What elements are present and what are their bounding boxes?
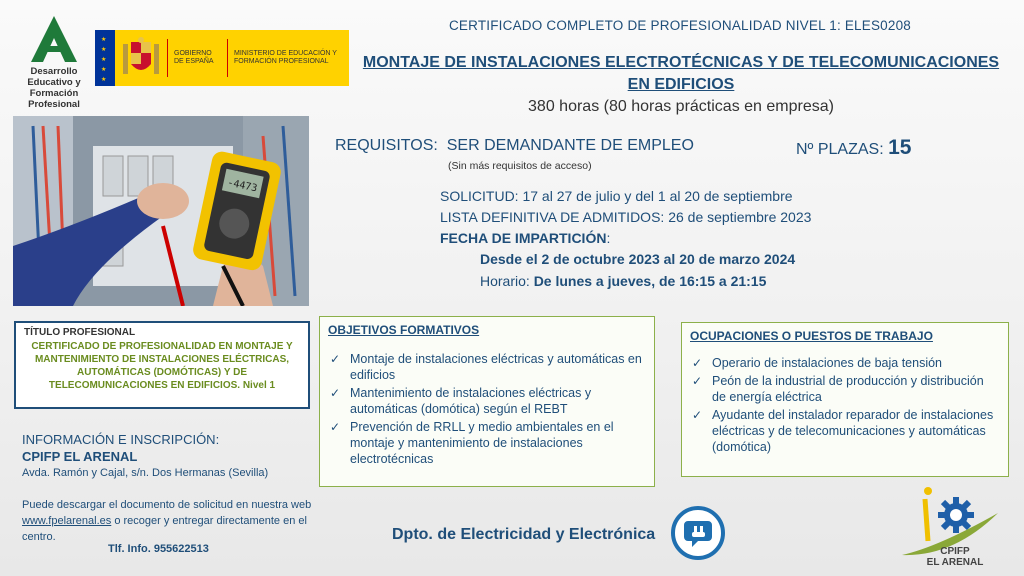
solicitud-label: SOLICITUD: bbox=[440, 188, 519, 204]
inscripcion-heading: INFORMACIÓN E INSCRIPCIÓN: bbox=[22, 432, 220, 447]
hours-text: 380 horas (80 horas prácticas en empresa) bbox=[528, 98, 834, 115]
list-item: ✓ Mantenimiento de instalaciones eléctricas y automáticas (domótica) según el REBT bbox=[330, 386, 592, 416]
list-item: ✓ Operario de instalaciones de baja tensión bbox=[692, 356, 943, 370]
requirements-note: (Sin más requisitos de acceso) bbox=[448, 160, 592, 172]
objetivos-heading: OBJETIVOS FORMATIVOS bbox=[328, 323, 480, 337]
objetivos-list bbox=[328, 351, 646, 467]
fecha-label: FECHA DE IMPARTICIÓN bbox=[440, 230, 607, 246]
plazas-value: 15 bbox=[888, 136, 912, 159]
ministerio-text: MINISTERIO DE EDUCACIÓN Y FORMACIÓN PROFESIONAL bbox=[227, 39, 339, 77]
requirements-value: SER DEMANDANTE DE EMPLEO bbox=[446, 137, 694, 154]
titulo-heading: TÍTULO PROFESIONAL bbox=[24, 327, 136, 338]
check-icon: ✓ bbox=[692, 408, 703, 422]
center-name: CPIFP EL ARENAL bbox=[22, 449, 138, 464]
ocupaciones-heading: OCUPACIONES O PUESTOS DE TRABAJO bbox=[690, 329, 933, 343]
plug-chat-icon bbox=[670, 505, 726, 561]
list-item: ✓ Prevención de RRLL y medio ambientales en el montaje y mantenimiento de instalaciones electrotécnicas bbox=[330, 420, 614, 466]
download-info: Puede descargar el documento de solicitud en nuestra web www.fpelarenal.es o recoger y entregar directamente en el centro. bbox=[22, 499, 312, 543]
list-item: ✓ Peón de la industrial de producción y distribución de energía eléctrica bbox=[692, 374, 984, 404]
department-name: Dpto. de Electricidad y Electrónica bbox=[392, 526, 656, 543]
center-address: Avda. Ramón y Cajal, s/n. Dos Hermanas (Sevilla) bbox=[22, 467, 269, 479]
check-icon: ✓ bbox=[692, 356, 703, 370]
fecha-colon: : bbox=[606, 230, 611, 246]
website-link[interactable]: www.fpelarenal.es bbox=[22, 515, 112, 527]
electrician-photo bbox=[13, 116, 309, 306]
fecha-value: Desde el 2 de octubre 2023 al 20 de marzo 2024 bbox=[480, 251, 796, 267]
eu-flag-icon: ★ ★ ★ ★ ★ bbox=[95, 30, 115, 86]
titulo-body: CERTIFICADO DE PROFESIONALIDAD EN MONTAJE Y MANTENIMIENTO DE INSTALACIONES ELÉCTRICAS, AUTOMÁTICAS (DOMÓTICAS) Y DE TELECOMUNICACIONES EN EDIFICIOS. Nivel 1 bbox=[31, 341, 293, 391]
gear-icon bbox=[938, 497, 974, 533]
ocupaciones-box bbox=[681, 322, 1009, 477]
meter-reading: -4473 bbox=[226, 177, 259, 195]
check-icon: ✓ bbox=[330, 420, 341, 434]
titulo-box bbox=[14, 321, 310, 409]
schedule-info bbox=[440, 186, 811, 249]
ocupaciones-list bbox=[690, 355, 1000, 455]
certificate-title: CERTIFICADO COMPLETO DE PROFESIONALIDAD NIVEL 1: ELES0208 bbox=[448, 18, 912, 33]
gobierno-text: GOBIERNO DE ESPAÑA bbox=[167, 39, 227, 77]
check-icon: ✓ bbox=[692, 374, 703, 388]
check-icon: ✓ bbox=[330, 352, 341, 366]
junta-a-icon bbox=[27, 14, 81, 64]
junta-logo-text: Desarrollo Educativo y Formación Profesional bbox=[27, 66, 81, 110]
junta-logo bbox=[22, 14, 86, 110]
dates bbox=[480, 248, 795, 292]
horario-value: De lunes a jueves, de 16:15 a 21:15 bbox=[533, 273, 767, 289]
cpifp-logo-text: CPIFP EL ARENAL bbox=[926, 546, 984, 568]
horario-label: Horario: bbox=[480, 273, 530, 289]
spain-shield-icon bbox=[115, 30, 167, 86]
list-item: ✓ Ayudante del instalador reparador de instalaciones eléctricas y de telecomunicaciones y automáticas (domótica) bbox=[692, 408, 994, 454]
requirements-label: REQUISITOS: bbox=[335, 137, 438, 154]
plazas-label: Nº PLAZAS: bbox=[796, 141, 884, 158]
check-icon: ✓ bbox=[330, 386, 341, 400]
main-title: MONTAJE DE INSTALACIONES ELECTROTÉCNICAS Y DE TELECOMUNICACIONES EN EDIFICIOS bbox=[362, 54, 1000, 93]
requirements bbox=[335, 137, 694, 155]
list-item: ✓ Montaje de instalaciones eléctricas y automáticas en edificios bbox=[330, 352, 642, 382]
lista-label: LISTA DEFINITIVA DE ADMITIDOS: bbox=[440, 209, 665, 225]
solicitud-value: 17 al 27 de julio y del 1 al 20 de septiembre bbox=[522, 188, 793, 204]
lista-value: 26 de septiembre 2023 bbox=[668, 209, 812, 225]
gobierno-logo bbox=[95, 30, 349, 86]
plazas bbox=[796, 136, 911, 160]
objetivos-box bbox=[319, 316, 655, 487]
phone-info: Tlf. Info. 955622513 bbox=[108, 543, 209, 555]
